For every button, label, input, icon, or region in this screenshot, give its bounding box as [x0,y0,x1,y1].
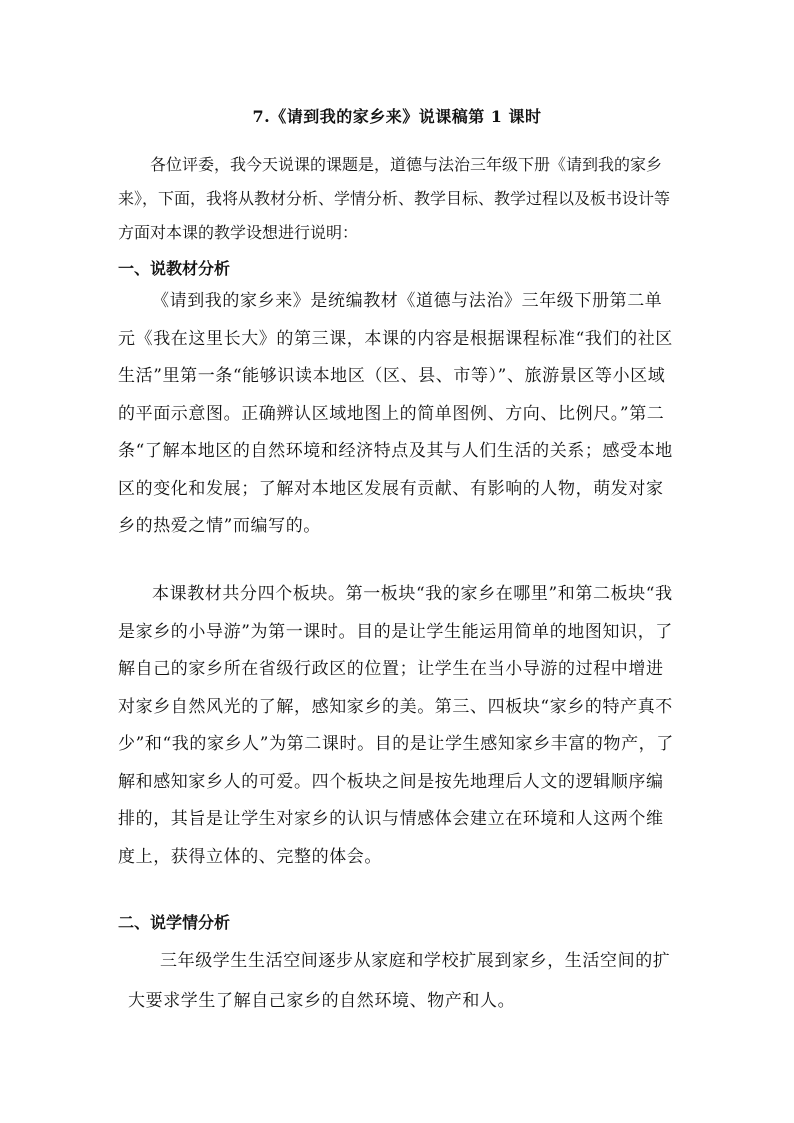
material-analysis-paragraph-2: 本课教材共分四个板块。第一板块“我的家乡在哪里”和第二板块“我是家乡的小导游”为第一课时。目的是让学生能运用简单的地图知识，了解自己的家乡所在省级行政区的位置；让学生在当小导游的过程中增进对家乡自然风光的了解，感知家乡的美。第三、四板块“家乡的特产真不少”和“我的家乡人”为第二课时。目的是让学生感知家乡丰富的物产，了解和感知家乡人的可爱。四个板块之间是按先地理后人文的逻辑顺序编排的，其旨是让学生对家乡的认识与情感体会建立在环境和人这两个维度上，获得立体的、完整的体会。 [118,584,674,867]
document-title: 7.《请到我的家乡来》说课稿第 1 课时 [252,107,542,126]
material-analysis-paragraph-1: 《请到我的家乡来》是统编教材《道德与法治》三年级下册第二单元《我在这里长大》的第三课，本课的内容是根据课程标准“我们的社区生活”里第一条“能够识读本地区（区、县、市等）”、旅游景区等小区域的平面示意图。正确辨认区域地图上的简单图例、方向、比例尺。”第二条“了解本地区的自然环境和经济特点及其与人们生活的关系；感受本地区的变化和发展；了解对本地区发展有贡献、有影响的人物，萌发对家乡的热爱之情”而编写的。 [118,291,673,536]
student-analysis-paragraph-1: 三年级学生生活空间逐步从家庭和学校扩展到家乡，生活空间的扩大要求学生了解自己家乡的自然环境、物产和人。 [128,951,671,1011]
section-heading-student-analysis: 二、说学情分析 [118,913,231,932]
intro-paragraph: 各位评委，我今天说课的课题是，道德与法治三年级下册《请到我的家乡来》，下面，我将从教材分析、学情分析、教学目标、教学过程以及板书设计等方面对本课的教学设想进行说明： [118,155,671,242]
section-heading-teaching-material: 一、说教材分析 [118,259,231,278]
